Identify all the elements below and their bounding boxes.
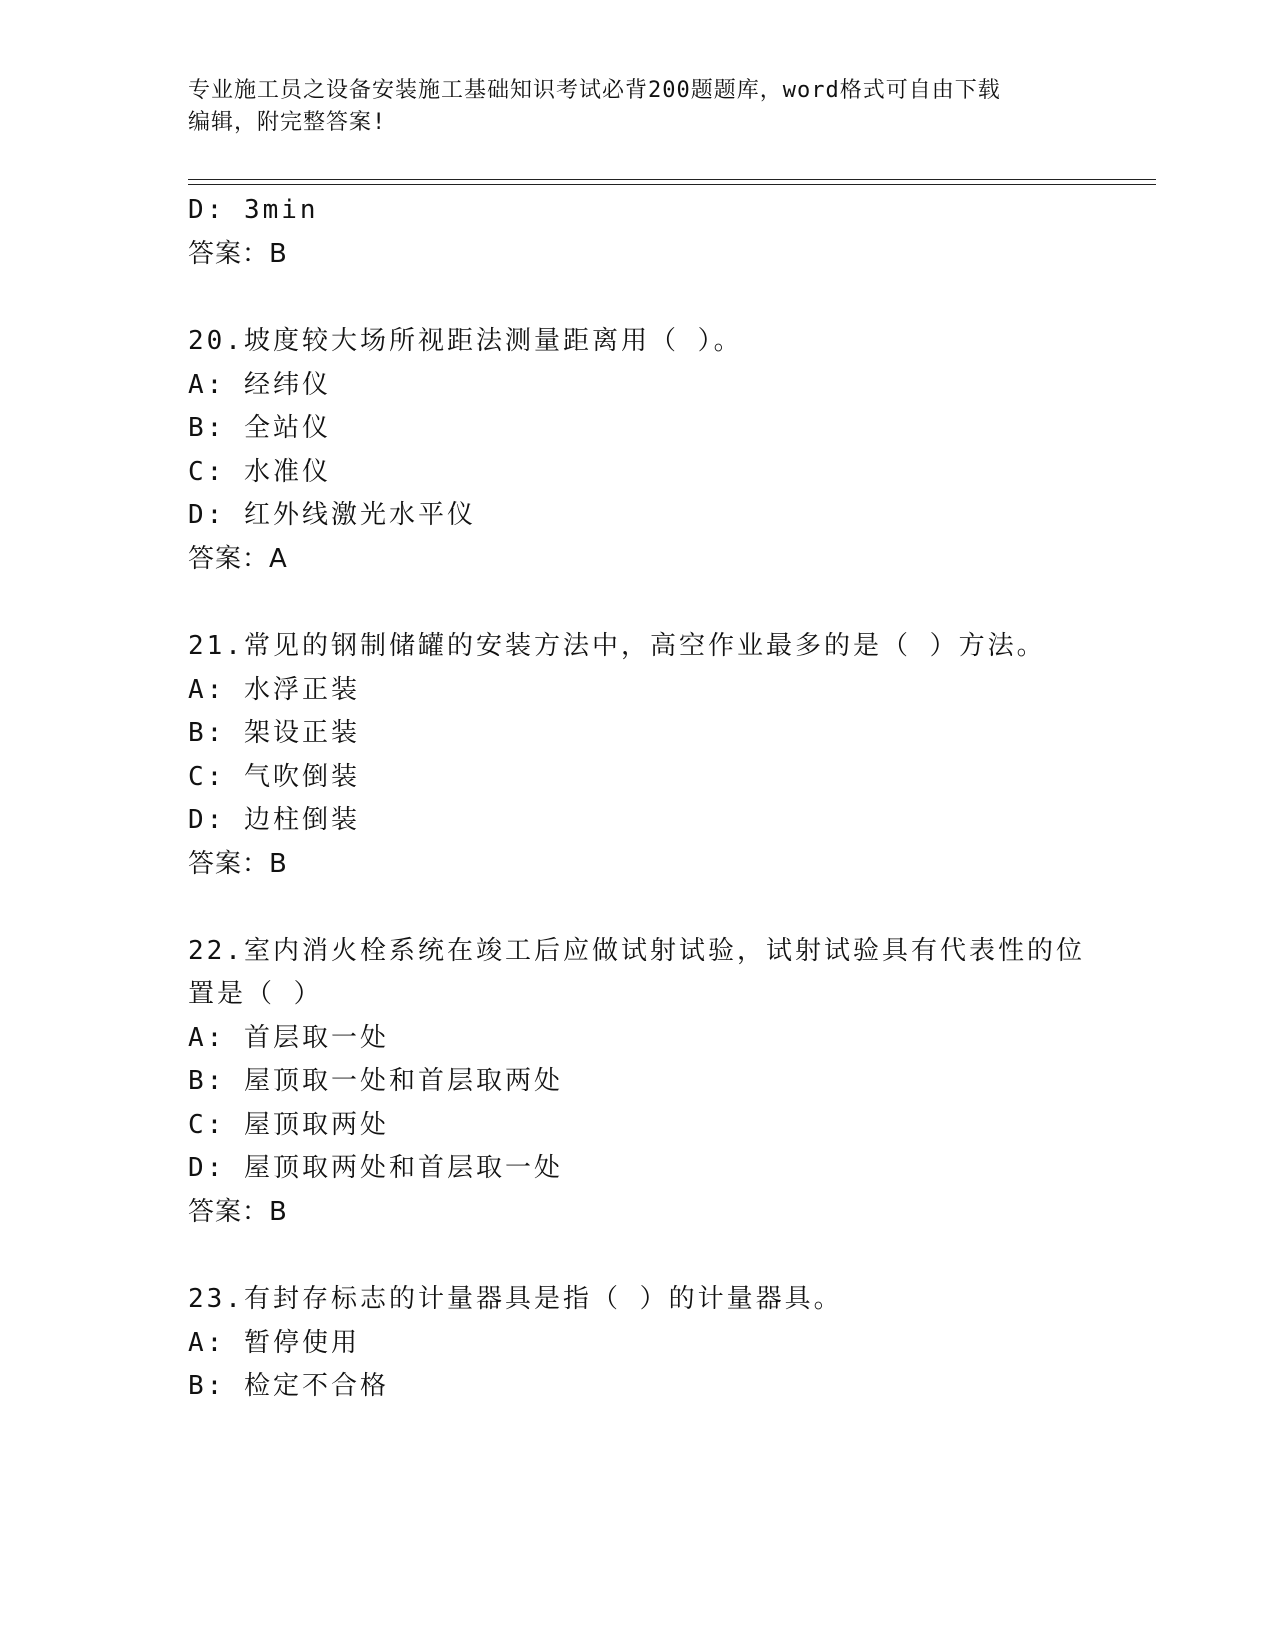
header-divider-bottom	[188, 184, 1156, 185]
question-23-option-a: A: 暂停使用	[188, 1328, 360, 1358]
question-20-answer: 答案：A	[188, 544, 288, 574]
question-23-stem: 23.有封存标志的计量器具是指（ ）的计量器具。	[188, 1284, 843, 1314]
question-22-stem-line-1: 22.室内消火栓系统在竣工后应做试射试验，试射试验具有代表性的位	[188, 936, 1085, 966]
answer-carryover: 答案：B	[188, 239, 288, 269]
question-22-answer: 答案：B	[188, 1197, 288, 1227]
question-22-option-b: B: 屋顶取一处和首层取两处	[188, 1066, 563, 1096]
question-22-option-a: A: 首层取一处	[188, 1023, 389, 1053]
question-22-option-d: D: 屋顶取两处和首层取一处	[188, 1153, 563, 1183]
question-21-stem: 21.常见的钢制储罐的安装方法中，高空作业最多的是（ ）方法。	[188, 631, 1046, 661]
header-title-line-2: 编辑，附完整答案!	[188, 110, 387, 135]
question-22-stem-line-2: 置是（ ）	[188, 979, 323, 1009]
option-d-carryover: D: 3min	[188, 195, 319, 225]
question-20-option-c: C: 水准仪	[188, 457, 331, 487]
question-20-option-b: B: 全站仪	[188, 413, 331, 443]
document-header	[188, 75, 1088, 139]
question-21-option-b: B: 架设正装	[188, 718, 360, 748]
question-21-option-c: C: 气吹倒装	[188, 762, 360, 792]
question-21-answer: 答案：B	[188, 849, 288, 879]
header-divider-top	[188, 179, 1156, 180]
question-20-option-d: D: 红外线激光水平仪	[188, 500, 476, 530]
question-20-stem: 20.坡度较大场所视距法测量距离用（ ）。	[188, 326, 743, 356]
header-title-line-1: 专业施工员之设备安装施工基础知识考试必背200题题库，word格式可自由下载	[188, 78, 1001, 103]
question-21-option-d: D: 边柱倒装	[188, 805, 360, 835]
question-23-option-b: B: 检定不合格	[188, 1371, 389, 1401]
question-21-option-a: A: 水浮正装	[188, 675, 360, 705]
question-22-option-c: C: 屋顶取两处	[188, 1110, 389, 1140]
question-20-option-a: A: 经纬仪	[188, 370, 331, 400]
